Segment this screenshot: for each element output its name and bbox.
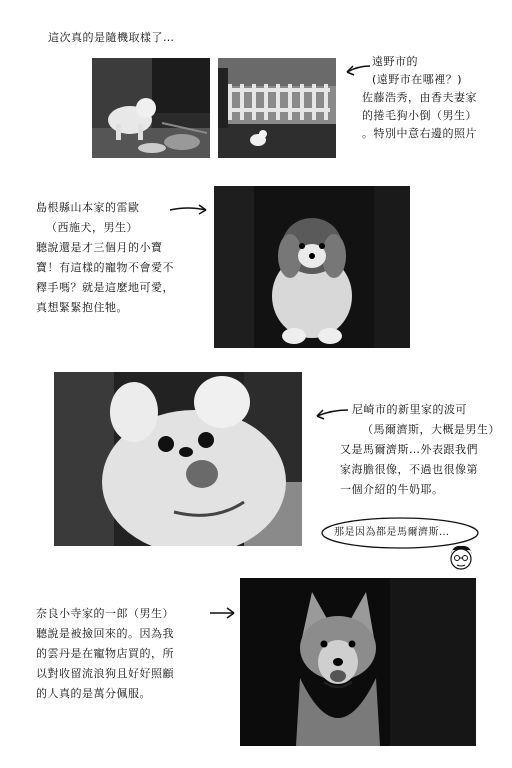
section2-line: 寶！有這樣的寵物不會愛不: [36, 261, 174, 274]
section4-line: 以對收留流浪狗且好好照顧: [36, 667, 174, 680]
photo-poodle-indoor: [92, 58, 210, 158]
arrow-left-icon: [314, 402, 350, 422]
section2-line: 真想緊緊抱住牠。: [36, 301, 128, 314]
photo-poodle-outdoor: [218, 58, 336, 158]
section1-line: 佐藤浩秀，由香夫妻家: [362, 91, 477, 104]
section1-line: 的捲毛狗小倒（男生）: [362, 109, 477, 122]
section2-line: 島根縣山本家的雷歐: [36, 201, 140, 214]
bubble-text: 那是因為都是馬爾濟斯…: [334, 527, 450, 538]
section3-line: 又是馬爾濟斯…外表跟我們: [340, 443, 478, 456]
section3-line: 一個介紹的牛奶耶。: [340, 483, 444, 496]
section1-line: 遠野市的: [372, 55, 418, 68]
section4-line: 的雲丹是在寵物店買的，所: [36, 647, 174, 660]
photo-maltese: [54, 372, 302, 546]
section3-line: 尼崎市的新里家的波可: [352, 403, 467, 416]
section4-line: 的人真的是萬分佩服。: [36, 687, 151, 700]
section3-line: （馬爾濟斯，大概是男生）: [362, 423, 500, 436]
arrow-right-icon: [208, 604, 238, 622]
section2-line: 釋手嗎？就是這麼地可愛，: [36, 281, 174, 294]
author-face-icon: [448, 544, 474, 574]
section1-line: 。特別中意右邊的照片: [362, 127, 477, 140]
section4-line: 聽說是被撿回來的。因為我: [36, 627, 174, 640]
section4-line: 奈良小寺家的一郎（男生）: [36, 607, 174, 620]
section3-line: 家海膽很像，不過也很像第: [340, 463, 478, 476]
section2-line: 聽說還是才三個月的小寶: [36, 241, 163, 254]
photo-ichiro-dog: [240, 578, 476, 746]
section1-line: (遠野市在哪裡？): [372, 73, 463, 86]
section2-line: （西施犬，男生）: [46, 221, 138, 234]
photo-shih-tzu: [214, 186, 410, 348]
arrow-right-icon: [168, 200, 210, 218]
arrow-left-icon: [344, 60, 372, 80]
intro-caption: 這次真的是隨機取樣了…: [48, 31, 175, 44]
